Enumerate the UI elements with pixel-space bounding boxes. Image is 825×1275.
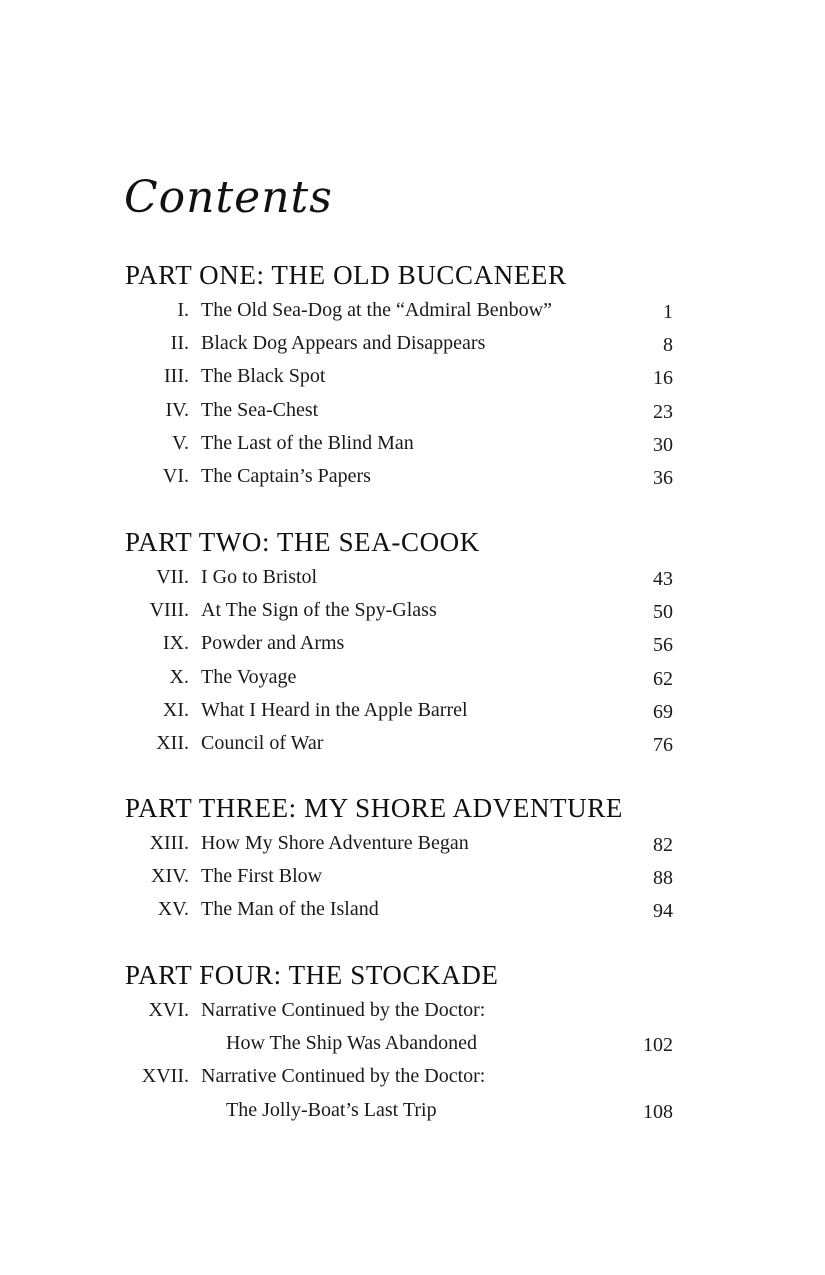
- toc-entry[interactable]: [0, 600, 825, 633]
- page-number: 23: [653, 401, 673, 423]
- chapter-numeral: VII.: [156, 566, 189, 588]
- page-number: 94: [653, 900, 673, 922]
- chapter-title: Narrative Continued by the Doctor:: [201, 1065, 486, 1087]
- toc-entry[interactable]: [0, 733, 825, 766]
- chapter-title: Powder and Arms: [201, 632, 345, 654]
- chapter-title: I Go to Bristol: [201, 566, 318, 588]
- toc-entry[interactable]: [0, 400, 825, 433]
- chapter-subtitle: How The Ship Was Abandoned: [226, 1032, 477, 1054]
- page-number: 8: [663, 334, 673, 356]
- chapter-subtitle: The Jolly-Boat’s Last Trip: [226, 1099, 437, 1121]
- chapter-title: Narrative Continued by the Doctor:: [201, 999, 486, 1021]
- page-number: 56: [653, 634, 673, 656]
- chapter-title: The Sea-Chest: [201, 399, 319, 421]
- toc-entry[interactable]: [0, 1000, 825, 1033]
- toc-entry[interactable]: [0, 833, 825, 866]
- chapter-title: The Man of the Island: [201, 898, 379, 920]
- toc-entry[interactable]: [0, 333, 825, 366]
- chapter-numeral: XVI.: [148, 999, 189, 1021]
- chapter-numeral: XIII.: [149, 832, 189, 854]
- chapter-numeral: I.: [177, 299, 189, 321]
- page-number: 108: [643, 1101, 673, 1123]
- page-number: 50: [653, 601, 673, 623]
- chapter-numeral: II.: [170, 332, 189, 354]
- toc-entry[interactable]: [0, 466, 825, 499]
- toc-entry[interactable]: [0, 567, 825, 600]
- chapter-numeral: XI.: [162, 699, 189, 721]
- chapter-numeral: IX.: [162, 632, 189, 654]
- chapter-numeral: XVII.: [141, 1065, 189, 1087]
- chapter-title: The Last of the Blind Man: [201, 432, 414, 454]
- chapter-numeral: X.: [169, 666, 189, 688]
- chapter-numeral: VIII.: [149, 599, 189, 621]
- toc-entry[interactable]: [0, 700, 825, 733]
- toc-entry[interactable]: [0, 300, 825, 333]
- toc-entry[interactable]: [0, 899, 825, 932]
- chapter-numeral: XII.: [156, 732, 189, 754]
- chapter-numeral: V.: [172, 432, 189, 454]
- chapter-title: The Old Sea-Dog at the “Admiral Benbow”: [201, 299, 553, 321]
- chapter-numeral: III.: [164, 365, 189, 387]
- chapter-title: Black Dog Appears and Disappears: [201, 332, 486, 354]
- page-number: 88: [653, 867, 673, 889]
- toc-entry-continued[interactable]: [0, 1033, 825, 1066]
- chapter-title: The Voyage: [201, 666, 297, 688]
- toc-entry[interactable]: [0, 433, 825, 466]
- chapter-title: The First Blow: [201, 865, 323, 887]
- toc-entry-continued[interactable]: [0, 1100, 825, 1133]
- chapter-numeral: XV.: [157, 898, 189, 920]
- page-number: 62: [653, 668, 673, 690]
- part-heading: PART TWO: THE SEA-COOK: [125, 527, 480, 557]
- page-number: 102: [643, 1034, 673, 1056]
- page-number: 36: [653, 467, 673, 489]
- chapter-numeral: IV.: [165, 399, 189, 421]
- page-number: 43: [653, 568, 673, 590]
- toc-entry[interactable]: [0, 1066, 825, 1099]
- chapter-numeral: VI.: [162, 465, 189, 487]
- page-number: 30: [653, 434, 673, 456]
- page-number: 69: [653, 701, 673, 723]
- chapter-title: The Captain’s Papers: [201, 465, 371, 487]
- toc-entry[interactable]: [0, 866, 825, 899]
- chapter-title: Council of War: [201, 732, 324, 754]
- part-heading: PART ONE: THE OLD BUCCANEER: [125, 260, 567, 290]
- toc-entry[interactable]: [0, 633, 825, 666]
- chapter-title: The Black Spot: [201, 365, 326, 387]
- page-number: 1: [663, 301, 673, 323]
- chapter-title: How My Shore Adventure Began: [201, 832, 469, 854]
- chapter-title: At The Sign of the Spy-Glass: [201, 599, 437, 621]
- page-number: 76: [653, 734, 673, 756]
- chapter-title: What I Heard in the Apple Barrel: [201, 699, 468, 721]
- page-number: 16: [653, 367, 673, 389]
- contents-heading: Contents: [124, 172, 333, 223]
- page-number: 82: [653, 834, 673, 856]
- part-heading: PART FOUR: THE STOCKADE: [125, 960, 499, 990]
- toc-entry[interactable]: [0, 667, 825, 700]
- toc-entry[interactable]: [0, 366, 825, 399]
- part-heading: PART THREE: MY SHORE ADVENTURE: [125, 793, 623, 823]
- chapter-numeral: XIV.: [151, 865, 189, 887]
